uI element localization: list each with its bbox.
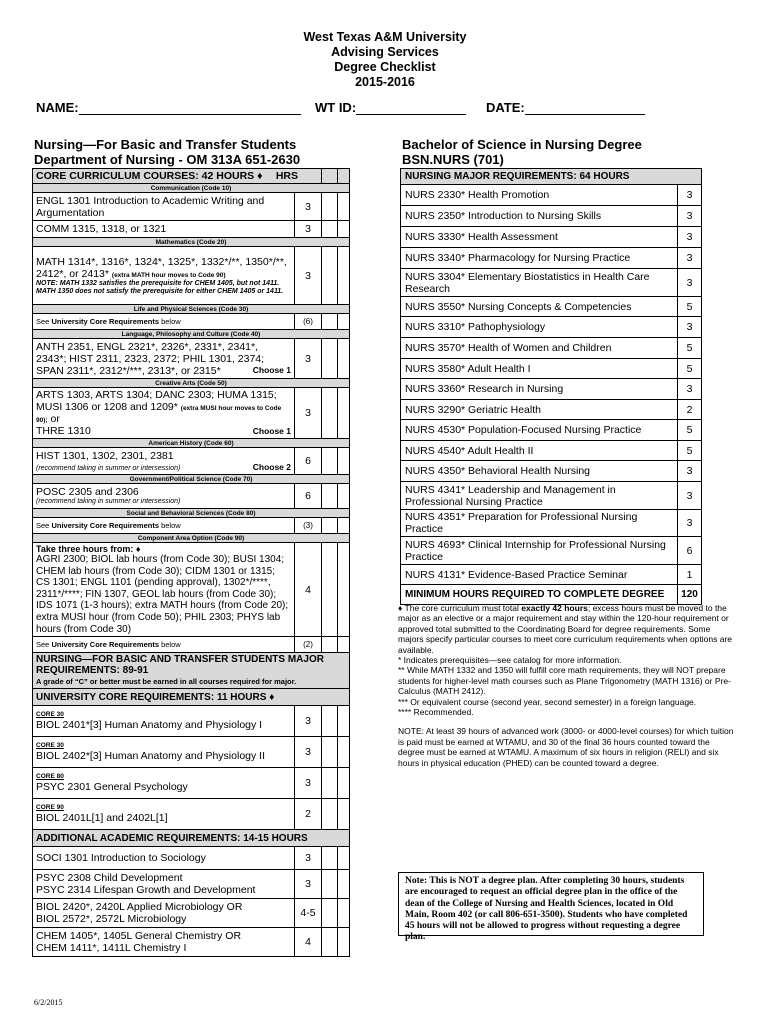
date-label: DATE: [486, 100, 525, 115]
univcore-check[interactable] [322, 799, 338, 830]
nurs-course-name: NURS 4693* Clinical Internship for Professional Nursing Practice [401, 537, 678, 565]
univcore-grade[interactable] [338, 768, 350, 799]
degree-name: Bachelor of Science in Nursing Degree [402, 137, 642, 152]
univ-see-row [33, 637, 350, 653]
univcore-course: BIOL 2402*[3] Human Anatomy and Physiology II [36, 750, 265, 763]
univcore-header: UNIVERSITY CORE REQUIREMENTS: 11 HOURS ♦ [33, 689, 350, 706]
addl-check[interactable] [322, 847, 338, 870]
foreign-language-note: *** Or equivalent course (second year, second semester) in a foreign language. [398, 696, 697, 707]
nurs-course-name: NURS 4131* Evidence-Based Practice Seminar [401, 565, 678, 585]
lang-row [33, 339, 350, 379]
nurs-course-row[interactable] [401, 510, 702, 537]
soc-code: Social and Behavioral Sciences (Code 80) [33, 509, 350, 518]
nurs-course-row[interactable] [401, 565, 702, 585]
document-header [0, 30, 770, 90]
lang-grade[interactable] [338, 339, 350, 379]
life-see-bold: University Core Requirements [51, 317, 159, 326]
math-cell [33, 247, 295, 305]
nurs-course-name: NURS 4540* Adult Health II [401, 441, 678, 461]
gov-note: (recommend taking in summer or intersession) [36, 498, 181, 505]
spacer [398, 717, 738, 726]
arts-code-row [33, 379, 350, 388]
nurs-course-name: NURS 3570* Health of Women and Children [401, 338, 678, 359]
addl-grade[interactable] [338, 870, 350, 899]
nurs-course-hrs: 3 [678, 185, 702, 206]
comp-take: Take three hours from: ♦ [36, 544, 141, 554]
addl-course-line2: CHEM 1411*, 1411L Chemistry I [36, 942, 187, 955]
univcore-course: BIOL 2401*[3] Human Anatomy and Physiology I [36, 719, 263, 732]
lang-code-row [33, 330, 350, 339]
math-core-note: ** While MATH 1332 and 1350 will fulfill core math requirements, they will NOT prepare students for higher-level math courses such as Plane Trigonometry (MATH 1316) or Pre-Calculus (MATH 2412). [398, 665, 731, 697]
arts-thre: THRE 1310 [36, 425, 91, 437]
addl-hrs: 4 [295, 928, 322, 957]
gov-cell [33, 484, 295, 509]
university-name: West Texas A&M University [303, 30, 467, 44]
nurs-course-row[interactable] [401, 400, 702, 420]
univcore-check[interactable] [322, 768, 338, 799]
univcore-check[interactable] [322, 737, 338, 768]
comm-check[interactable] [322, 221, 338, 238]
univ-hrs: (2) [295, 637, 322, 653]
nurs-course-hrs: 1 [678, 565, 702, 585]
lang-choose: Choose 1 [252, 364, 291, 375]
nurs-major-header: NURSING MAJOR REQUIREMENTS: 64 HOURS [401, 169, 702, 185]
nurs-header-row [401, 169, 702, 185]
core-header [33, 169, 322, 184]
engl-row [33, 193, 350, 221]
math-check[interactable] [322, 247, 338, 305]
addl-course-line1: BIOL 2420*, 2420L Applied Microbiology OR [36, 901, 243, 914]
nurs-course-name: NURS 4350* Behavioral Health Nursing [401, 461, 678, 482]
hist-note-line [36, 462, 291, 473]
addl-cell [33, 899, 295, 928]
soc-see [33, 518, 295, 534]
arts-row [33, 388, 350, 439]
comm-code: Communication (Code 10) [33, 184, 350, 193]
math-code: Mathematics (Code 20) [33, 238, 350, 247]
major-header-cell [33, 653, 350, 689]
program-name: Nursing—For Basic and Transfer Students [34, 137, 297, 152]
addl-row [33, 870, 350, 899]
univcore-grade[interactable] [338, 799, 350, 830]
comp-row [33, 543, 350, 637]
univcore-row [33, 768, 350, 799]
life-check[interactable] [322, 314, 338, 330]
comm-course: COMM 1315, 1318, or 1321 [33, 221, 295, 238]
nurs-course-name: NURS 4341* Leadership and Management in Professional Nursing Practice [401, 482, 678, 510]
arts-check[interactable] [322, 388, 338, 439]
univ-check[interactable] [322, 637, 338, 653]
total-row [401, 585, 702, 605]
gov-code: Government/Political Science (Code 70) [33, 475, 350, 484]
math-code-row [33, 238, 350, 247]
addl-header-row [33, 830, 350, 847]
wtid-label: WT ID: [315, 100, 357, 115]
core-label: CORE 90 [36, 804, 64, 812]
program-right [402, 137, 642, 167]
lang-check[interactable] [322, 339, 338, 379]
academic-year: 2015-2016 [355, 75, 415, 89]
math-courses-2 [36, 268, 291, 280]
math-courses: MATH 1314*, 1316*, 1324*, 1325*, 1332*/**, 1350*/**, [36, 255, 287, 268]
core-label: CORE 30 [36, 742, 64, 750]
nurs-course-name: NURS 3304* Elementary Biostatistics in Health Care Research [401, 269, 678, 297]
left-requirements-table [32, 168, 350, 957]
univcore-cell [33, 799, 295, 830]
addl-hrs: 3 [295, 847, 322, 870]
univcore-header-row [33, 689, 350, 706]
arts-or: or [50, 413, 60, 425]
soc-see-bold: University Core Requirements [51, 521, 159, 530]
nurs-course-row[interactable] [401, 297, 702, 317]
nurs-course-hrs: 3 [678, 206, 702, 227]
arts-hrs: 3 [295, 388, 322, 439]
nurs-course-hrs: 3 [678, 317, 702, 338]
addl-grade[interactable] [338, 899, 350, 928]
nurs-course-name: NURS 2330* Health Promotion [401, 185, 678, 206]
hist-code: American History (Code 60) [33, 439, 350, 448]
comm-code-row [33, 184, 350, 193]
arts-choose: Choose 1 [252, 426, 291, 436]
univcore-hrs: 3 [295, 737, 322, 768]
soc-hrs: (3) [295, 518, 322, 534]
addl-row [33, 928, 350, 957]
nurs-course-hrs: 6 [678, 537, 702, 565]
gov-courses: POSC 2305 and 2306 [36, 486, 139, 498]
soc-check[interactable] [322, 518, 338, 534]
nurs-course-name: NURS 3290* Geriatric Health [401, 400, 678, 420]
date-line[interactable] [525, 103, 645, 115]
comp-code: Component Area Option (Code 90) [33, 534, 350, 543]
right-requirements-table [400, 168, 702, 605]
nurs-course-row[interactable] [401, 379, 702, 400]
program-left [34, 137, 300, 167]
nurs-course-hrs: 5 [678, 338, 702, 359]
addl-grade[interactable] [338, 847, 350, 870]
major-header: NURSING—FOR BASIC AND TRANSFER STUDENTS MAJOR REQUIREMENTS: 89-91 [36, 654, 324, 677]
degree-plan-notice: Note: This is NOT a degree plan. After completing 30 hours, students are encouraged to request an official degree plan in the office of the dean of the College of Nursing and Health Sciences, located in Old Main, Room 402 (or call 806-651-3500). Students who have completed 45 hours will not be allowed to progress without requesting a degree plan. [398, 872, 704, 936]
nurs-course-row[interactable] [401, 206, 702, 227]
univcore-grade[interactable] [338, 706, 350, 737]
advanced-work-note: NOTE: At least 39 hours of advanced work (3000- or 4000-level courses) for which tuition is paid must be earned at WTAMU, and 30 of the final 36 hours counted toward the degree must be earned at WTAMU. A maximum of six hours in religion (RELI) and six hours in physical education (PHED) can be counted toward a degree. [398, 726, 734, 768]
addl-course-line2: BIOL 2572*, 2572L Microbiology [36, 913, 187, 926]
name-field[interactable] [36, 100, 301, 115]
engl-hrs: 3 [295, 193, 322, 221]
lang-code: Language, Philosophy and Culture (Code 40) [33, 330, 350, 339]
arts-cell [33, 388, 295, 439]
comm-row [33, 221, 350, 238]
nurs-course-name: NURS 4530* Population-Focused Nursing Practice [401, 420, 678, 441]
nurs-course-name: NURS 3580* Adult Health I [401, 359, 678, 379]
comp-body: AGRI 2300; BIOL lab hours (from Code 30); BUSI 1304; CHEM lab hours (from Code 30); CIDM 1301 or 1315; CS 1301; ENGL 1101 (pending approval), 1302*/****, 2311*/****; FIN 1307, GEOL lab hours (from Code 30); IDS 1071 (1-3 hours); extra MATH hours (from Code 20); extra MUSI hour (from Code 50); PHIL 2303; PHYS lab hours (from Code 30) [36, 554, 289, 635]
comm-hrs: 3 [295, 221, 322, 238]
department-info: Department of Nursing - OM 313A 651-2630 [34, 152, 301, 167]
soc-see-post: below [161, 521, 181, 530]
univcore-row [33, 706, 350, 737]
addl-header: ADDITIONAL ACADEMIC REQUIREMENTS: 14-15 HOURS [33, 830, 350, 847]
revision-date: 6/2/2015 [34, 998, 63, 1007]
nurs-course-name: NURS 3330* Health Assessment [401, 227, 678, 248]
total-label: MINIMUM HOURS REQUIRED TO COMPLETE DEGREE [401, 585, 678, 605]
nurs-course-hrs: 3 [678, 482, 702, 510]
gov-hrs: 6 [295, 484, 322, 509]
univcore-cell [33, 768, 295, 799]
core-total-note [398, 603, 738, 655]
nurs-course-hrs: 2 [678, 400, 702, 420]
nurs-course-hrs: 5 [678, 420, 702, 441]
addl-check[interactable] [322, 928, 338, 957]
soc-grade[interactable] [338, 518, 350, 534]
requirements-notes [398, 603, 738, 768]
date-field[interactable] [486, 100, 645, 115]
nurs-course-row[interactable] [401, 185, 702, 206]
addl-row [33, 847, 350, 870]
arts-extra: (extra MUSI hour moves to Code 90); [36, 405, 282, 424]
arts-grade[interactable] [338, 388, 350, 439]
addl-check[interactable] [322, 899, 338, 928]
univ-see-pre: See [36, 640, 50, 650]
core-header-row [33, 169, 350, 184]
math-row [33, 247, 350, 305]
core-header-col1 [322, 169, 338, 184]
addl-check[interactable] [322, 870, 338, 899]
life-code: Life and Physical Sciences (Code 30) [33, 305, 350, 314]
life-code-row [33, 305, 350, 314]
core-total-bold: exactly 42 hours [521, 603, 588, 613]
addl-hrs: 4-5 [295, 899, 322, 928]
prereq-note: * Indicates prerequisites—see catalog for more information. [398, 655, 622, 666]
lang-cell [33, 339, 295, 379]
lang-courses: ANTH 2351, ENGL 2321*, 2326*, 2331*, 2341*, 2343*; HIST 2311, 2323, 2372; PHIL 1301, 2374; SPAN 2311*, 2312*/***, 2313*, or 2315* [36, 340, 265, 377]
comp-check[interactable] [322, 543, 338, 637]
nurs-course-hrs: 3 [678, 379, 702, 400]
comp-hrs: 4 [295, 543, 322, 637]
addl-cell [33, 870, 295, 899]
addl-course-line1: SOCI 1301 Introduction to Sociology [36, 852, 206, 865]
comm-grade[interactable] [338, 221, 350, 238]
nurs-course-row[interactable] [401, 420, 702, 441]
math-hrs: 3 [295, 247, 322, 305]
life-grade[interactable] [338, 314, 350, 330]
univcore-grade[interactable] [338, 737, 350, 768]
gov-code-row [33, 475, 350, 484]
hist-check[interactable] [322, 448, 338, 475]
univcore-row [33, 799, 350, 830]
nurs-course-row[interactable] [401, 338, 702, 359]
hist-cell [33, 448, 295, 475]
univcore-cell [33, 706, 295, 737]
nurs-course-row[interactable] [401, 461, 702, 482]
nurs-course-hrs: 5 [678, 297, 702, 317]
math-extra: (extra MATH hour moves to Code 90) [111, 271, 226, 279]
hist-courses: HIST 1301, 1302, 2301, 2381 [36, 449, 174, 462]
nurs-course-hrs: 5 [678, 359, 702, 379]
gov-row [33, 484, 350, 509]
comp-grade[interactable] [338, 543, 350, 637]
univcore-course: BIOL 2401L[1] and 2402L[1] [36, 812, 168, 825]
degree-code: BSN.NURS (701) [402, 152, 504, 167]
math-grade[interactable] [338, 247, 350, 305]
univcore-hrs: 3 [295, 706, 322, 737]
hist-hrs: 6 [295, 448, 322, 475]
nurs-course-row[interactable] [401, 537, 702, 565]
core-label: CORE 30 [36, 711, 64, 719]
math-courses-2-text: 2412*, or 2413* [36, 267, 109, 280]
major-grade-note: A grade of “C” or better must be earned in all courses required for major. [36, 677, 297, 687]
core-header-col2 [338, 169, 350, 184]
addl-course-line1: CHEM 1405*, 1405L General Chemistry OR [36, 930, 242, 943]
life-row [33, 314, 350, 330]
major-header-row [33, 653, 350, 689]
life-see-post: below [161, 317, 181, 326]
gov-check[interactable] [322, 484, 338, 509]
soc-see-pre: See [36, 521, 50, 530]
arts-courses: ARTS 1303, ARTS 1304; DANC 2303; HUMA 1315; MUSI 1306 or 1208 and 1209* [36, 389, 277, 413]
nurs-course-hrs: 3 [678, 227, 702, 248]
addl-grade[interactable] [338, 928, 350, 957]
office-name: Advising Services [331, 45, 439, 59]
nurs-course-row[interactable] [401, 482, 702, 510]
soc-row [33, 518, 350, 534]
soc-code-row [33, 509, 350, 518]
core-label: CORE 80 [36, 773, 64, 781]
nurs-course-name: NURS 3360* Research in Nursing [401, 379, 678, 400]
arts-courses-line [36, 389, 291, 425]
arts-thre-line [36, 425, 291, 437]
nurs-course-hrs: 3 [678, 461, 702, 482]
lang-hrs: 3 [295, 339, 322, 379]
hist-grade[interactable] [338, 448, 350, 475]
univ-grade[interactable] [338, 637, 350, 653]
math-note: NOTE: MATH 1332 satisfies the prerequisite for CHEM 1405, but not 1411. MATH 1350 does not satisfy the prerequisite for either CHEM 1405 or 1411. [36, 279, 284, 295]
name-label: NAME: [36, 100, 79, 115]
univcore-hrs: 2 [295, 799, 322, 830]
nurs-course-hrs: 3 [678, 510, 702, 537]
nurs-course-name: NURS 3310* Pathophysiology [401, 317, 678, 338]
wtid-line[interactable] [356, 103, 466, 115]
nurs-course-hrs: 3 [678, 269, 702, 297]
nurs-course-name: NURS 2350* Introduction to Nursing Skills [401, 206, 678, 227]
core-total-post: ; excess hours must be moved to the major as an elective or a major requirement and stay within the 120-hour requirement or approved total submitted to the Coordinating Board for degree requirements. Some majors specify particular courses to meet core curriculum requirements when options are available. [398, 603, 732, 655]
addl-cell [33, 847, 295, 870]
addl-course-line1: PSYC 2308 Child Development [36, 872, 183, 885]
univcore-hrs: 3 [295, 768, 322, 799]
addl-row [33, 899, 350, 928]
comp-code-row [33, 534, 350, 543]
hist-note: (recommend taking in summer or intersession) [36, 464, 181, 472]
nurs-course-row[interactable] [401, 359, 702, 379]
addl-cell [33, 928, 295, 957]
core-header-label: CORE CURRICULUM COURSES: 42 HOURS ♦ [36, 170, 263, 182]
univcore-check[interactable] [322, 706, 338, 737]
univ-see-post: below [161, 640, 181, 650]
univcore-row [33, 737, 350, 768]
nurs-course-row[interactable] [401, 227, 702, 248]
engl-grade[interactable] [338, 193, 350, 221]
wtid-field[interactable] [315, 100, 466, 115]
nurs-course-row[interactable] [401, 441, 702, 461]
document-title: Degree Checklist [334, 60, 436, 74]
core-total-pre: ♦ The core curriculum must total [398, 603, 522, 613]
univcore-cell [33, 737, 295, 768]
total-hrs: 120 [678, 585, 702, 605]
addl-hrs: 3 [295, 870, 322, 899]
nurs-course-row[interactable] [401, 248, 702, 269]
nurs-course-name: NURS 3550* Nursing Concepts & Competencies [401, 297, 678, 317]
nurs-course-row[interactable] [401, 317, 702, 338]
nurs-course-name: NURS 3340* Pharmacology for Nursing Practice [401, 248, 678, 269]
engl-check[interactable] [322, 193, 338, 221]
recommended-note: **** Recommended. [398, 707, 474, 718]
life-see-pre: See [36, 317, 50, 326]
nurs-course-name: NURS 4351* Preparation for Professional Nursing Practice [401, 510, 678, 537]
engl-course: ENGL 1301 Introduction to Academic Writing and Argumentation [33, 193, 295, 221]
life-hrs: (6) [295, 314, 322, 330]
life-see [33, 314, 295, 330]
hrs-label: HRS [275, 170, 298, 182]
gov-grade[interactable] [338, 484, 350, 509]
univcore-course: PSYC 2301 General Psychology [36, 781, 188, 794]
nurs-course-hrs: 5 [678, 441, 702, 461]
addl-course-line2: PSYC 2314 Lifespan Growth and Development [36, 884, 256, 897]
nurs-course-hrs: 3 [678, 248, 702, 269]
univ-see [33, 637, 295, 653]
hist-code-row [33, 439, 350, 448]
nurs-course-row[interactable] [401, 269, 702, 297]
hist-row [33, 448, 350, 475]
comp-cell [33, 543, 295, 637]
univ-see-bold: University Core Requirements [51, 640, 159, 650]
arts-code: Creative Arts (Code 50) [33, 379, 350, 388]
hist-choose: Choose 2 [252, 461, 291, 472]
name-line[interactable] [79, 103, 301, 115]
